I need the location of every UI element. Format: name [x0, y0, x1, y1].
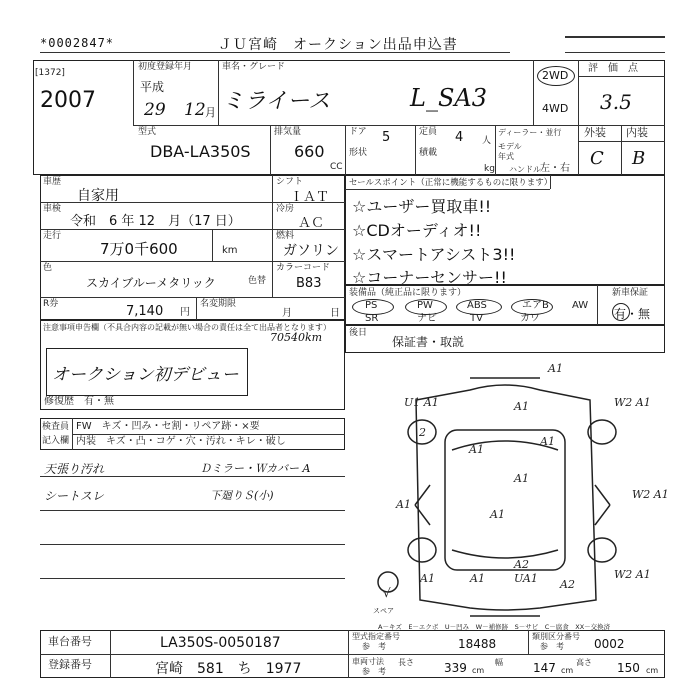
divider [578, 60, 579, 175]
lot-code: [1372] [35, 68, 65, 78]
plate-number: 宮崎 581 ち 1977 [155, 661, 302, 677]
grade: L_SA3 [410, 84, 487, 112]
serial-number: *0002847* [40, 36, 115, 50]
car-body-outline [416, 385, 596, 610]
diagram-legend: A－キズ E－エクボ U－凹み W－補修跡 S－サビ C－腐食 XX－交換済 [378, 623, 611, 631]
diagram-mark: W2 A1 [632, 488, 669, 501]
divider [40, 654, 665, 655]
inspector-note-4: 下廻りＳ(小) [210, 489, 274, 502]
year-value: 2007 [40, 88, 96, 113]
equip-leather: カワ [520, 313, 540, 324]
after-label: 後日 [349, 328, 368, 338]
ref-label: 参 考 [362, 642, 386, 651]
chassis-number: LA350S-0050187 [160, 635, 281, 651]
divider [40, 202, 272, 203]
equip-abs: ABS [467, 300, 487, 311]
aircon: ＡＣ [298, 216, 325, 231]
displacement: 660 [294, 142, 325, 161]
reg-year: 29 [144, 100, 166, 120]
notes-header: 注意事項申告欄（不具合内容の記載が無い場合の責任は全て出品者となります） [43, 323, 331, 332]
sales-point-4: ☆コーナーセンサー!! [352, 268, 507, 287]
mileage: 7万0千600 [100, 240, 178, 258]
divider [40, 578, 345, 579]
type-spec-label: 型式指定番号 [352, 632, 400, 641]
equip-ps: PS [365, 300, 378, 311]
width: 147 [533, 661, 556, 675]
check-row-2: 内装 キズ・凸・コゲ・穴・汚れ・キレ・破し [76, 436, 286, 447]
handle-value: 左・右 [540, 163, 570, 174]
mileage-note: 70540km [270, 331, 323, 344]
divider [218, 60, 219, 125]
era: 平成 [140, 80, 165, 94]
repair-label: 修復歴 有・無 [44, 396, 114, 407]
month-unit: 月 [205, 106, 216, 119]
cm-unit: cm [472, 666, 485, 675]
diagram-mark: A1 [548, 362, 563, 375]
divider [621, 125, 622, 175]
divider [528, 630, 529, 654]
diagram-mark: A1 [420, 572, 435, 585]
diagram-mark: A1 [396, 498, 411, 511]
shift-label: シフト [276, 177, 304, 187]
divider [40, 229, 272, 230]
diagram-mark: 2 [419, 426, 426, 439]
sales-point-3: ☆スマートアシスト3!! [352, 245, 516, 264]
score: 3.5 [600, 90, 632, 114]
diagram-mark: A2 [514, 558, 529, 571]
usage-label: 車歴 [43, 177, 62, 187]
handle-label: ハンドル [509, 165, 541, 174]
name-label: 車名・グレード [222, 62, 286, 72]
diagram-mark: A1 [469, 443, 484, 456]
class-number: 0002 [594, 637, 625, 651]
person-unit: 人 [482, 136, 492, 146]
divider [533, 60, 534, 125]
interior-label: 内装 [626, 126, 648, 139]
diagram-mark: √ [383, 586, 391, 600]
kg-unit: kg [484, 164, 495, 174]
exterior-label: 外装 [584, 126, 606, 139]
warranty-circle [612, 303, 630, 321]
color-code-label: カラーコード [276, 263, 331, 273]
plate-label: 登録番号 [48, 658, 92, 671]
recycle: 7,140 [126, 304, 164, 319]
equip-pw: PW [417, 300, 433, 311]
diagram-mark: A1 [514, 400, 529, 413]
cc-unit: CC [330, 162, 343, 172]
warranty-label: 新車保証 [612, 288, 649, 298]
divider [495, 125, 496, 175]
cm-unit: cm [561, 666, 574, 675]
cm-unit: cm [646, 666, 659, 675]
diagram-mark: A1 [470, 572, 485, 585]
length-label: 車両寸法 [352, 657, 384, 666]
rear-window [452, 550, 558, 558]
inspector-note-1: 天張り汚れ [44, 462, 105, 476]
margin-line [565, 52, 665, 53]
doors: 5 [382, 130, 391, 145]
divider [40, 510, 345, 511]
notes-text: オークション初デビュー [52, 365, 239, 385]
height: 150 [617, 661, 640, 675]
wheel-rr [588, 538, 616, 562]
diagram-mark: A1 [514, 472, 529, 485]
shift: ＩＡＴ [290, 190, 330, 205]
color: スカイブルーメタリック [86, 276, 216, 290]
diagram-mark: A1 [490, 508, 505, 521]
first-reg-label: 初度登録年月 [138, 62, 193, 72]
yen-unit: 円 [180, 307, 190, 318]
dealer-label: ディーラー・並行 [498, 128, 562, 137]
equip-aw: AW [572, 300, 589, 311]
color-label: 色 [43, 263, 53, 273]
day-label: 日 [330, 308, 340, 319]
equip-sr: SR [365, 313, 379, 324]
ref-label: 参 考 [540, 642, 564, 651]
month-label: 月 [282, 308, 292, 319]
divider [40, 544, 345, 545]
divider [212, 229, 213, 261]
width-label: 幅 [495, 658, 503, 667]
after-items: 保証書・取説 [392, 335, 465, 349]
car-cabin [445, 430, 565, 570]
shape-label: 形状 [349, 148, 368, 158]
inspection-label: 車検 [43, 204, 62, 214]
diagram-mark: W2 A1 [614, 568, 651, 581]
car-name: ミライース [222, 89, 331, 114]
interior-grade: B [632, 148, 646, 169]
displacement-label: 排気量 [274, 127, 302, 137]
aircon-label: 冷房 [276, 204, 295, 214]
divider [578, 141, 665, 142]
divider [40, 297, 345, 298]
inspector-note-3: Ｄミラー・Ｗカバー A [200, 462, 311, 475]
meter-swap-label: 名変期限 [200, 299, 237, 309]
chassis-label: 車台番号 [48, 635, 92, 648]
sales-point-1: ☆ユーザー買取車!! [352, 197, 492, 216]
divider [133, 60, 134, 125]
diagram-mark: UA1 [514, 572, 538, 585]
divider [272, 229, 345, 230]
warranty-value: 有・無 [614, 307, 651, 321]
usage: 自家用 [77, 188, 119, 204]
color-no-label: 色替 [248, 276, 267, 286]
capacity-label: 定員 [419, 127, 438, 137]
recycle-label: R券 [43, 299, 59, 309]
divider [578, 76, 665, 77]
doors-label: ドア [349, 127, 367, 137]
length: 339 [444, 661, 467, 675]
exterior-grade: C [590, 148, 604, 169]
divider [597, 285, 598, 325]
sales-header: セールスポイント（正常に機能するものに限ります） [349, 178, 553, 188]
len-label: 長さ [398, 658, 414, 667]
divider [40, 261, 345, 262]
divider [345, 189, 550, 190]
diagram-mark: U1 A1 [404, 396, 439, 409]
divider [270, 125, 271, 175]
diagram-mark: W2 A1 [614, 396, 651, 409]
inspection: 令和 6 年 12 月（17 日） [70, 214, 241, 229]
reg-month: 12 [184, 100, 206, 120]
km-unit: km [222, 245, 238, 256]
loadcap-label: 積載 [419, 148, 438, 158]
divider [345, 125, 346, 175]
ref-label: 参 考 [362, 667, 386, 676]
class-label: 類別区分番号 [532, 632, 580, 641]
wheel-rl [408, 538, 436, 562]
divider [550, 175, 551, 189]
check-label-2: 記入欄 [42, 436, 70, 446]
divider [415, 125, 416, 175]
sales-point-2: ☆CDオーディオ!! [352, 221, 482, 240]
model-label: 型式 [138, 127, 157, 137]
divider [272, 202, 345, 203]
damage-arrow-right [595, 485, 610, 525]
type-spec: 18488 [458, 637, 497, 651]
drive-2wd: 2WD [542, 69, 569, 82]
diagram-mark: A1 [540, 435, 555, 448]
spare-label: スペア [373, 607, 394, 615]
fuel: ガソリン [283, 243, 339, 259]
divider [196, 297, 197, 320]
drive-4wd: 4WD [542, 102, 569, 115]
equip-navi: ナビ [417, 313, 437, 324]
score-label: 評 価 点 [588, 63, 638, 74]
divider [72, 434, 345, 435]
check-row-1: FW キズ・凹み・セ割・リペア跡・×要 [76, 421, 260, 432]
equipment-label: 装備品（純正品に限ります） [349, 288, 467, 298]
mileage-label: 走行 [43, 231, 62, 241]
divider [272, 175, 273, 297]
diagram-mark: A2 [560, 578, 575, 591]
margin-line [565, 36, 665, 38]
equip-airbag: エアB [522, 300, 549, 311]
height-label: 高さ [576, 658, 592, 667]
form-title: ＪＵ宮崎 オークション出品申込書 [218, 37, 458, 53]
fuel-label: 燃料 [276, 231, 295, 241]
capacity: 4 [455, 130, 464, 145]
model: DBA-LA350S [150, 142, 251, 161]
equip-tv: TV [470, 313, 483, 324]
check-label-1: 検査員 [42, 422, 70, 432]
wheel-fr [588, 420, 616, 444]
model-year-label: モデル 年式 [498, 142, 522, 161]
color-code: B83 [296, 276, 322, 291]
title-underline [40, 52, 510, 53]
inspector-note-2: シートスレ [44, 489, 104, 503]
